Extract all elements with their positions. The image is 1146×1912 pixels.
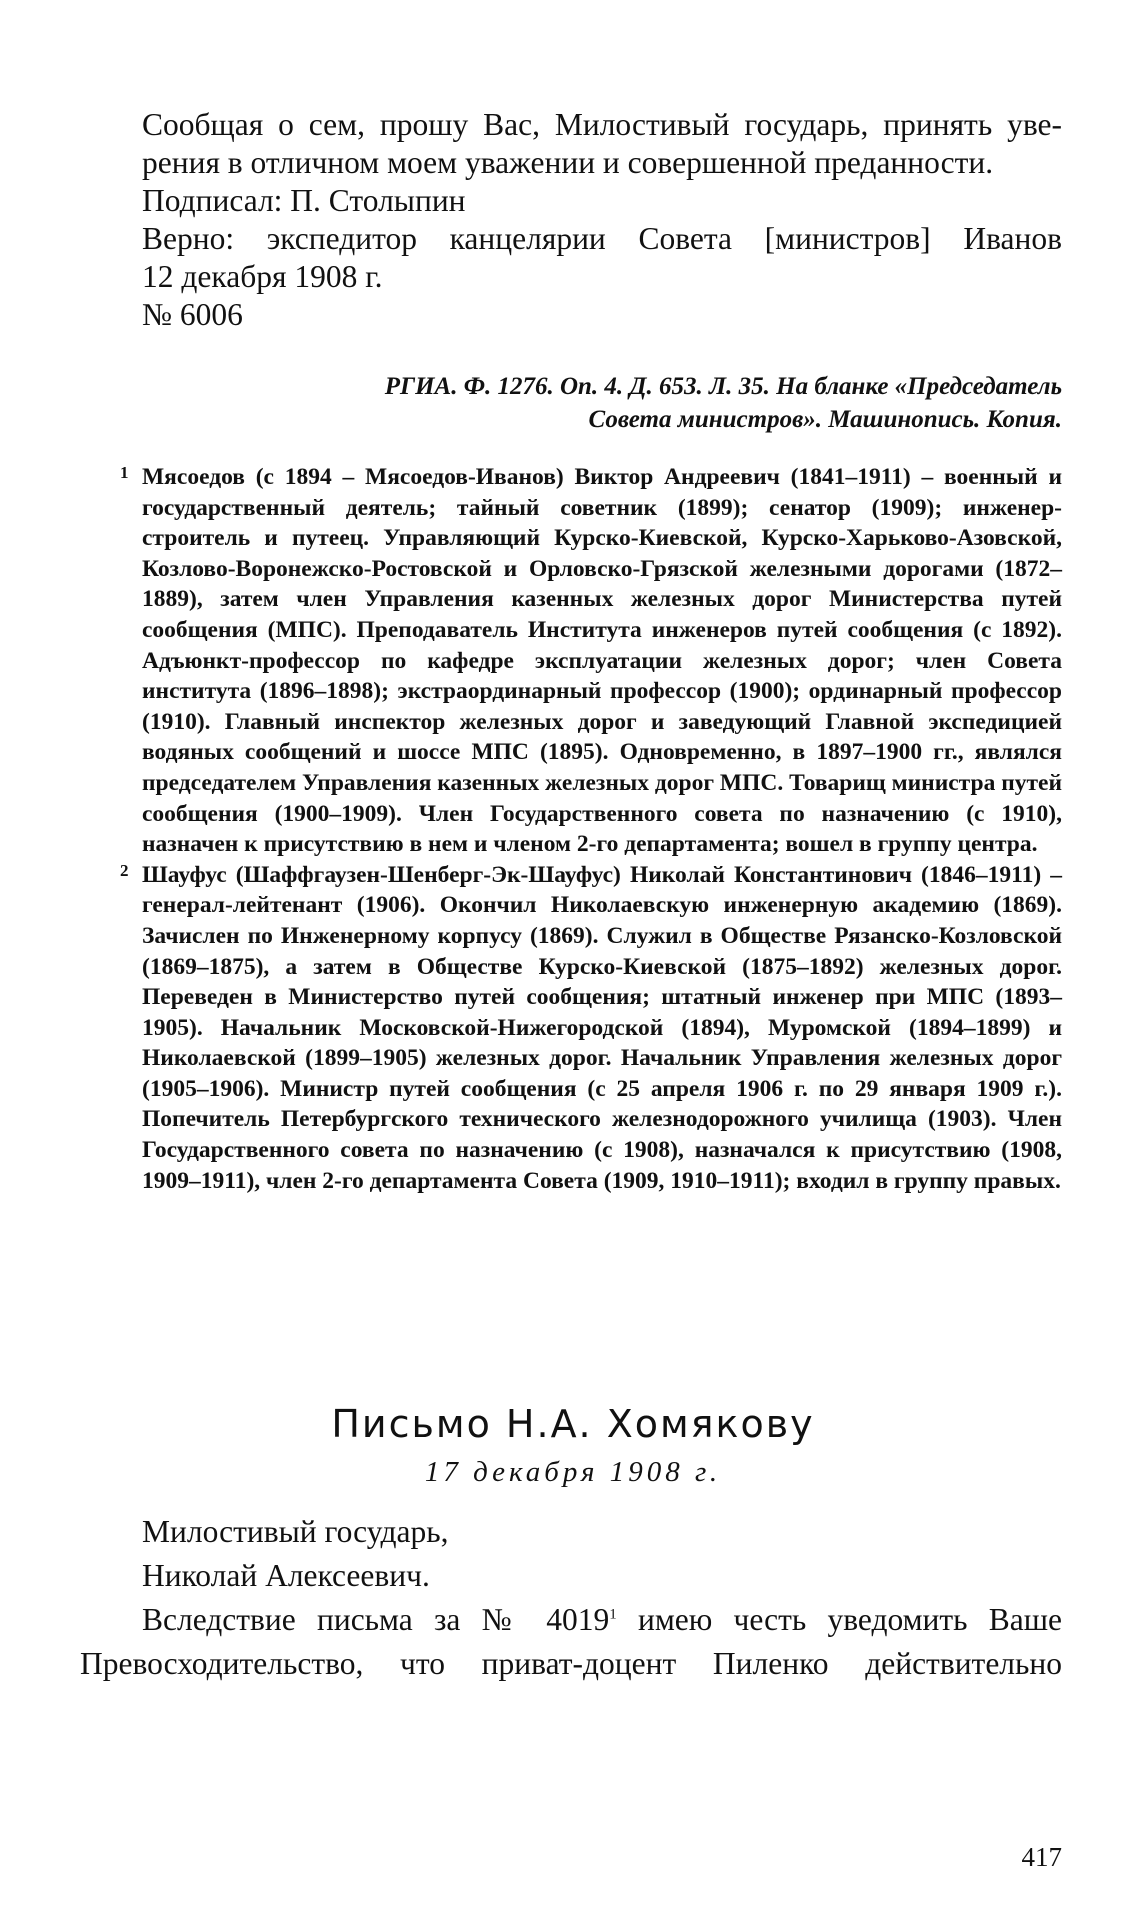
closing-paragraph [142,106,1062,334]
letter-text-line-1 [80,1598,1062,1642]
footnotes [120,462,1063,1196]
letter-text-start: Вследствие письма за № 4019 [142,1602,610,1637]
letter-date: 17 декабря 1908 г. [424,1456,722,1488]
certification-line: Верно: экспедитор канцелярии Совета [министров] Иванов [142,221,1062,256]
footnote-2-mark: 2 [120,860,129,880]
letter-footnote-mark: 1 [609,1606,617,1623]
document-date: 12 декабря 1908 г. [142,259,383,294]
closing-line-2: рения в отличном моем уважении и совершенной преданности. [142,145,994,180]
letter-heading: Письмо Н.А. Хомякову [331,1402,815,1446]
archive-source-line-1: РГИА. Ф. 1276. Оп. 4. Д. 653. Л. 35. На бланке «Председатель [384,373,1062,400]
closing-line-1: Сообщая о сем, прошу Вас, Милостивый государь, принять уве- [142,107,1062,142]
signature-line: Подписал: П. Столыпин [142,183,466,218]
archive-source-line-2: Совета министров». Машинопись. Копия. [588,406,1062,433]
footnote-1-name: Мясоедов [142,464,245,490]
letter-salutation-2: Николай Алексеевич. [142,1558,430,1593]
page-number: 417 [1021,1842,1062,1872]
footnote-1 [120,462,1063,860]
letter-salutation-1: Милостивый государь, [142,1514,449,1549]
footnote-2-name: Шауфус [142,861,227,888]
letter-body [80,1510,1062,1686]
footnote-2-text: (Шаффгаузен-Шенберг-Эк-Шауфус) Николай Константинович (1846–1911) – генерал-лейтенант (1906). Окончил Николаевскую инженерную академию (1869). Зачислен по Инженерному корпусу (1869). Служил в Обществе Рязанско-Козловской (1869–1875), а затем в Обществе Курско-Киевской (1875–1892) железных дорог. Переведен в Министерство путей сообщения; штатный инженер при МПС (1893–1905). Начальник Московской-Нижегородской (1894), Муромской (1894–1899) и Николаевской (1899–1905) железных дорог. Начальник Управления железных дорог (1905–1906). Министр путей сообщения (с 25 апреля 1906 г. по 29 января 1909 г.). Попечитель Петербургского технического железнодорожного училища (1903). Член Государственного совета по назначению (с 1908), назначался к присутствию (1908, 1909–1911), член 2-го департамента Совета (1909, 1910–1911); входил в группу правых. [142,861,1062,1194]
archive-source [142,370,1062,436]
letter-text-line-2: Превосходительство, что приват-доцент Пиленко действительно [80,1646,1062,1681]
document-number: № 6006 [142,297,243,332]
footnote-1-mark: 1 [120,463,129,482]
footnote-1-text: (с 1894 – Мясоедов-Иванов) Виктор Андреевич (1841–1911) – военный и государственный деятель; тайный советник (1899); сенатор (1909); инженер-строитель и путеец. Управляющий Курско-Киевской, Курско-Харьково-Азовской, Козлово-Воронежско-Ростовской и Орловско-Грязской железными дорогами (1872–1889), затем член Управления казенных железных дорог Министерства путей сообщения (МПС). Преподаватель Института инженеров путей сообщения (с 1892). Адъюнкт-профессор по кафедре эксплуатации железных дорог; член Совета института (1896–1898); экстраординарный профессор (1900); ординарный профессор (1910). Главный инспектор железных дорог и заведующий Главной экспедицией водяных сообщений и шоссе МПС (1895). Одновременно, в 1897–1900 гг., являлся председателем Управления казенных железных дорог МПС. Товарищ министра путей сообщения (1900–1909). Член Государственного совета по назначению (с 1910), назначен к присутствию в нем и членом 2-го департамента; вошел в группу центра. [142,464,1063,858]
footnote-2 [120,860,1062,1197]
letter-text-end: имею честь уведомить Ваше [616,1602,1062,1637]
